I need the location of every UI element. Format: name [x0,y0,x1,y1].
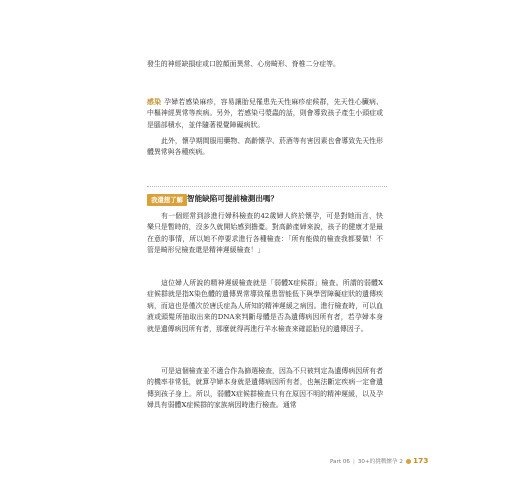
question-title: 智能缺陷可提前檢測出嗎？ [187,194,279,203]
section-divider [147,186,387,187]
footer-chapter: 30+的挑戰懷孕 2 [357,459,403,465]
infection-text: 孕婦若感染麻疹，容易讓胎兒罹患先天性麻疹症候群，先天性心臟病、中樞神經異常等疾病。另外，若感染弓漿蟲的話，則會導致孩子產生小頭症或是腦部積水，並伴隨著視覺障礙病狀。 [147,98,384,129]
page-number: 173 [412,456,429,465]
infection-paragraph [147,97,383,131]
question-badge: 我還想了解 [147,194,187,206]
page-footer [330,456,428,466]
section-label-infection: 感染 [147,98,162,106]
footer-dot-icon [406,459,411,464]
body-paragraph-3: 可是這個檢查並不適合作為篩選檢查，因為不只被判定為遺傳病因所有者的機率非常低，就算孕婦本身就是遺傳病因所有者，也無法斷定疾病一定會遺傳到孩子身上。所以，弱體X症候群檢查只有在原因不明的精神遲緩，以及孕婦具有弱體X症候群的家族病因時進行檢查。通常 [147,367,383,410]
risk-factors-paragraph: 此外，懷孕期間服用藥物、高齡懷孕、菸酒等有害因素也會導致先天性形體異常與各種疾病。 [147,137,383,157]
body-paragraph-2: 這位婦人所說的精神遲緩檢查就是「弱體X症候群」檢查。所謂的弱體X症候群就是指X染色體的遺傳異常導致罹患智能低下與學習障礙症狀的遺傳疾病，而這也是僅次於唐氏症為人所知的精神遲緩之病因。進行檢查時，可以血液或頭髮所抽取出來的DNA來判斷母體是否為遺傳病因所有者，若孕婦本身就是遺傳病因所有者，那麼就得再進行羊水檢查來確認胎兒的遺傳因子。 [147,279,383,333]
footer-part: Part 06 [330,459,350,465]
body-paragraph-1: 有一個經常到診進行婦科檢查的42歲婦人終於懷孕，可是對她而言，快樂只是暫時的，沒多久就開始感到擔憂。對高齡產婦來說，孩子的健康才是最在意的事情，所以她不停要求進行各種檢查：「所有能做的檢查我都要做！不管是畸形兒檢查還是精神遲緩檢查！」 [147,212,383,255]
top-paragraph: 發生的神經缺損症或口腔顏面異常、心房畸形、脊椎二分症等。 [147,60,340,68]
footer-separator: | [352,459,355,465]
